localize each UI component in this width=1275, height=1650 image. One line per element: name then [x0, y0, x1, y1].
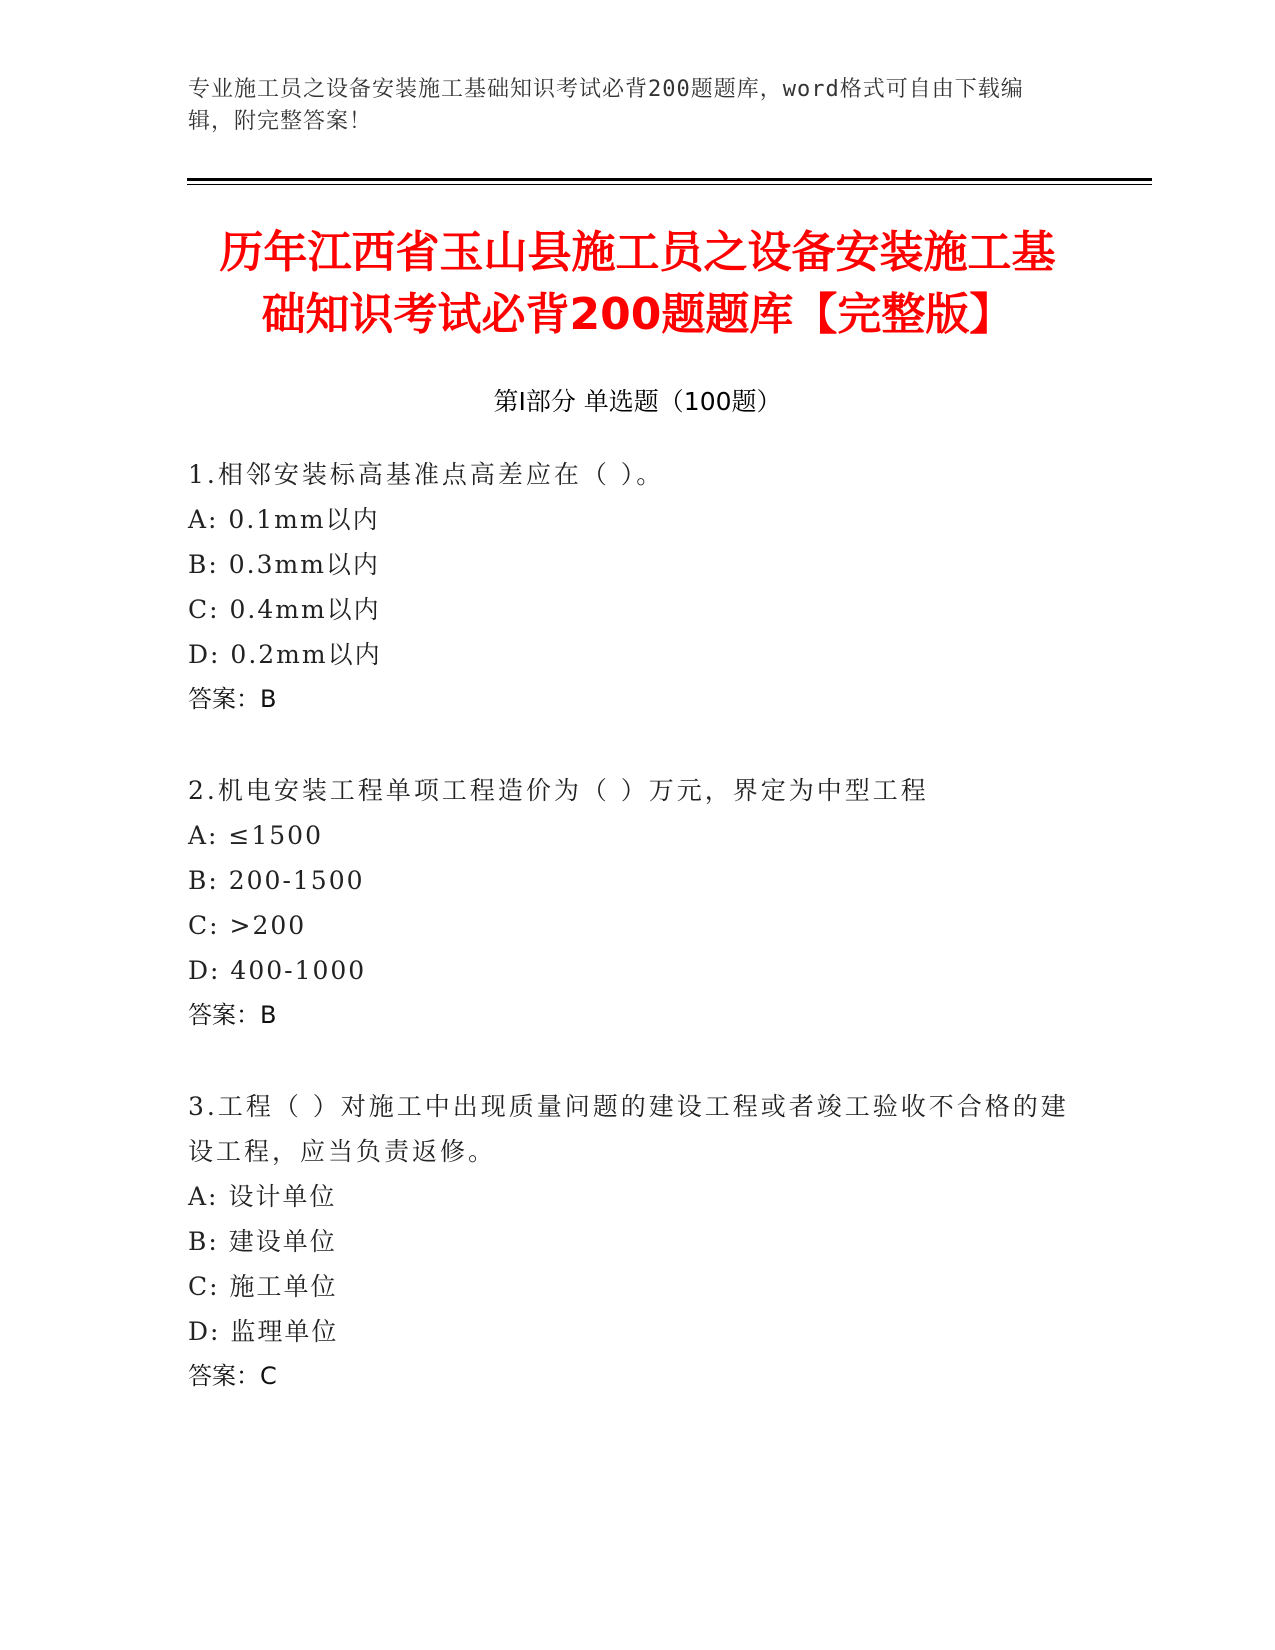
question-stem: 2.机电安装工程单项工程造价为（ ）万元，界定为中型工程	[188, 776, 929, 805]
option-a: A: 设计单位	[188, 1182, 337, 1211]
document-title-line-1: 历年江西省玉山县施工员之设备安装施工基	[219, 227, 1056, 278]
option-d: D: 400-1000	[188, 956, 367, 985]
option-a: A: ≤1500	[188, 821, 323, 850]
section-heading: 第Ⅰ部分 单选题（100题）	[493, 387, 782, 416]
document-title	[150, 222, 1125, 346]
answer: 答案：B	[188, 685, 277, 713]
option-c: C: >200	[188, 911, 307, 940]
option-d: D: 0.2mm以内	[188, 640, 382, 669]
option-d: D: 监理单位	[188, 1317, 339, 1346]
header-rule-thick	[187, 178, 1152, 181]
question-1	[188, 452, 1088, 722]
option-b: B: 200-1500	[188, 866, 365, 895]
option-c: C: 0.4mm以内	[188, 595, 381, 624]
answer: 答案：C	[188, 1362, 277, 1390]
option-a: A: 0.1mm以内	[188, 505, 380, 534]
question-2	[188, 768, 1088, 1038]
document-title-line-2: 础知识考试必背200题题库【完整版】	[261, 289, 1014, 340]
option-b: B: 建设单位	[188, 1227, 337, 1256]
answer: 答案：B	[188, 1001, 277, 1029]
question-stem: 3.工程（ ）对施工中出现质量问题的建设工程或者竣工验收不合格的建设工程，应当负责返修。	[188, 1092, 1069, 1166]
header-note: 专业施工员之设备安装施工基础知识考试必背200题题库，word格式可自由下载编辑，附完整答案！	[188, 77, 1024, 134]
question-3	[188, 1084, 1088, 1399]
option-c: C: 施工单位	[188, 1272, 338, 1301]
question-stem: 1.相邻安装标高基准点高差应在（ ）。	[188, 460, 665, 489]
option-b: B: 0.3mm以内	[188, 550, 380, 579]
header-rule-thin	[187, 184, 1152, 185]
